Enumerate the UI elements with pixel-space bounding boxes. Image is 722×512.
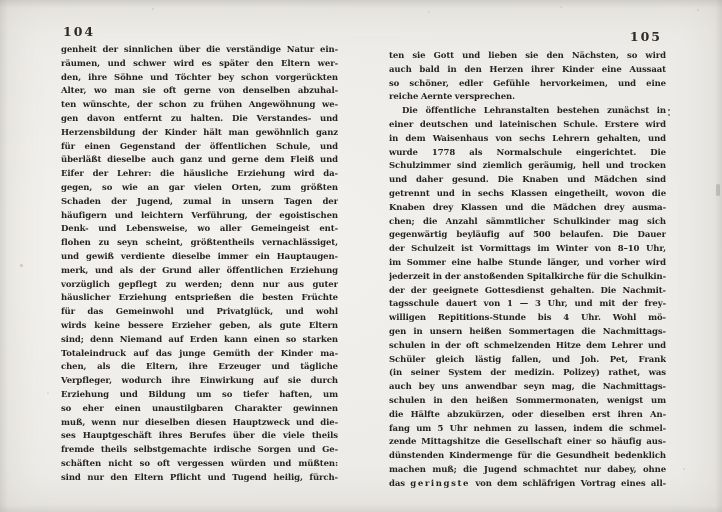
text-line: das geringste von dem schläfrigen Vortrag eines all- — [389, 478, 666, 489]
text-line: Erziehung und Bildung um so tiefer haften, um — [61, 389, 338, 400]
text-line: Alter, wo man sie oft gerne von denselben abzuhal- — [61, 86, 338, 97]
text-line: chen, als die Eltern, ihre Erzeuger und tägliche — [61, 362, 338, 373]
text-line: Schüler gleich lästig fallen, und Joh. Pet, Frank — [389, 354, 666, 365]
text-line: genheit der sinnlichen über die verständige Natur ein- — [61, 45, 338, 55]
scan-artifact — [697, 9, 699, 11]
text-line: flohen zu seyn scheint, größtentheils vernachlässiget, — [61, 238, 338, 249]
page-number-left: 104 — [63, 24, 96, 39]
text-line: schäften nicht so oft vergessen würden und müßten: — [61, 458, 338, 469]
text-line: häufigern und leichtern Verführung, der egoistischen — [61, 210, 338, 221]
text-line: jederzeit in der anstoßenden Spitalkirche für die Schulkin- — [389, 271, 666, 282]
text-line: und gewiß verdiente dieselbe immer ein Hauptaugen- — [61, 251, 338, 262]
text-line: Knaben drey Klassen und die Mädchen drey ausma- — [389, 202, 666, 213]
text-line: muß, wenn nur dieselben diesen Hauptzweck und die- — [61, 417, 338, 428]
text-line: reiche Aernte versprechen. — [389, 92, 515, 103]
page-left-text — [61, 44, 338, 486]
text-line: im Sommer eine halbe Stunde länger, und vorher wird — [389, 257, 666, 268]
text-line: der Schulzeit ist Vormittags im Winter von 8–10 Uhr, — [389, 244, 666, 255]
text-line: ten wünschte, der schon zu frühen Angewöhnung we- — [61, 100, 338, 111]
text-line: so eher einen unaustilgbaren Charakter gewinnen — [61, 403, 338, 414]
text-line: tagsschule dauert von 1 — 3 Uhr, und mit der frey- — [389, 299, 666, 310]
text-line: gen davon entfernt zu halten. Die Verstandes- und — [61, 113, 338, 124]
text-line: auch bey uns anwendbar seyn mag, die Nachmittags- — [389, 382, 666, 393]
text-line: willigen Repititions-Stunde bis 4 Uhr. Wohl mö- — [389, 313, 666, 324]
text-line: für das Gemeinwohl und Privatglück, und wohl — [61, 307, 338, 318]
text-line: fremde theils selbstgemachte irdische Sorgen und Ge- — [61, 445, 338, 456]
text-line: räumen, und schwer wird es später den Eltern wer- — [61, 58, 338, 69]
text-line: fang um 5 Uhr nehmen zu lassen, indem die schmel- — [389, 423, 666, 434]
scan-artifact — [560, 6, 562, 8]
text-line: Eifer der Lehrer: die häusliche Erziehung wird da- — [61, 169, 338, 180]
text-line: Herzensbildung der Kinder hält man gewöhnlich ganz — [61, 127, 338, 138]
text-line: machen muß; die Jugend schmachtet nur dabey, ohne — [389, 464, 666, 475]
scan-artifact — [683, 468, 685, 470]
text-line: der der geeignete Gottesdienst gehalten. Die Nachmit- — [389, 285, 666, 296]
text-line: zende Mittagshitze die Gesellschaft einer so häufig aus- — [389, 437, 666, 448]
scan-artifact — [668, 109, 670, 111]
text-line: schulen in der oft schmelzenden Hitze dem Lehrer und — [389, 340, 666, 351]
text-line: überläßt dieselbe auch ganz und gerne dem Fleiß und — [61, 155, 338, 166]
page-right-text — [389, 50, 666, 492]
scan-artifact — [716, 184, 720, 196]
text-line: gegenwärtig beyläufig auf 500 belaufen. Die Dauer — [389, 230, 666, 241]
text-line: chen; die Anzahl sämmtlicher Schulkinder mag sich — [389, 216, 666, 227]
text-line: häuslicher Erziehung entsprießen die besten Früchte — [61, 293, 338, 304]
text-line: und daher gesund. Die Knaben und Mädchen sind — [389, 175, 666, 186]
text-line: schulen in den heißen Sommermonaten, wenigst um — [389, 395, 666, 406]
text-line: gen in unsern heißen Sommertagen die Nachmittags- — [389, 326, 666, 337]
text-line: Schaden der Jugend, zumal in unsern Tagen der — [61, 196, 338, 207]
text-line: in dem Waisenhaus von sechs Lehrern gehalten, und — [389, 133, 666, 144]
text-line: wirds keine bessere Erzieher geben, als gute Eltern — [61, 320, 338, 331]
scan-artifact — [668, 114, 670, 116]
text-line: vorzüglich gepflegt zu werden; denn nur aus guter — [61, 279, 338, 290]
text-line: ten sie Gott und lieben sie den Nächsten, so wird — [389, 51, 666, 61]
text-line: einer deutschen und lateinischen Schule. Erstere wird — [389, 119, 666, 130]
text-line: getrennt und in sechs Klassen eingetheilt, wovon die — [389, 188, 666, 199]
text-line: Schulzimmer sind ziemlich geräumig, hell und trocken — [389, 161, 666, 172]
text-line: merk, und als der Grund aller öffentlichen Erziehung — [61, 265, 338, 276]
text-line: Die öffentliche Lehranstalten bestehen zunächst in — [402, 106, 666, 117]
text-line: ses Hauptgeschäft ihres Berufes über die viele theils — [61, 431, 338, 442]
text-line: die Hälfte abzukürzen, oder dieselben erst ihren An- — [389, 409, 666, 420]
text-line: für einen Gegenstand der öffentlichen Schule, und — [61, 141, 338, 152]
scan-artifact — [152, 8, 154, 10]
text-line: wurde 1778 als Normalschule eingerichtet. Die — [389, 147, 666, 158]
text-line: auch bald in den Herzen ihrer Kinder eine Aussaat — [389, 64, 666, 75]
text-line: gegen, so wie an gar vielen Orten, zum größten — [61, 182, 338, 193]
text-line: Denk- und Lebensweise, wo aller Gemeingeist ent- — [61, 224, 338, 235]
scan-artifact — [47, 392, 49, 394]
text-line: sind; denn Niemand auf Erden kann einen so starken — [61, 334, 338, 345]
text-line: dünstenden Kindermenge für die Gesundheit bedenklich — [389, 451, 666, 462]
text-line: Verpfleger, wodurch ihre Einwirkung auf sie durch — [61, 376, 338, 387]
scan-artifact — [20, 264, 23, 267]
text-line: sind nur den Eltern Pflicht und Tugend heilig, fürch- — [61, 472, 338, 483]
text-line: den, ihre Söhne und Töchter bey schon vorgerückten — [61, 72, 338, 83]
text-line: so schöner, edler Gefühle hervorkeimen, und eine — [389, 78, 666, 89]
scan-artifact — [428, 11, 430, 13]
page-number-right: 105 — [629, 29, 662, 44]
text-line: Totaleindruck auf das junge Gemüth der Kinder ma- — [61, 348, 338, 359]
text-line: (in seiner System der medizin. Polizey) rathet, was — [389, 368, 666, 379]
